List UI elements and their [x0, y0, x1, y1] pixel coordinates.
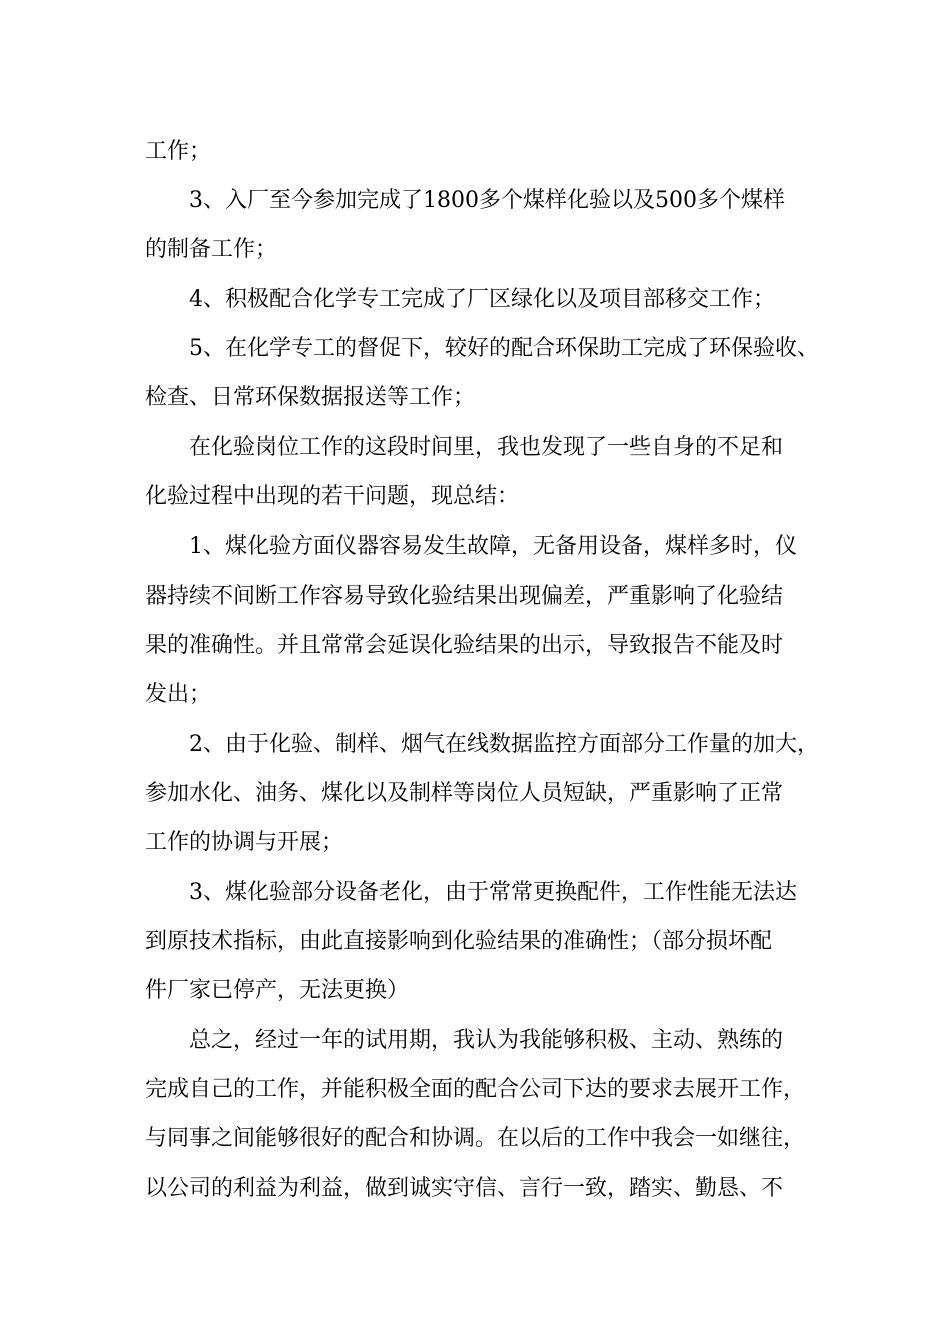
- text-line: 5、在化学专工的督促下，较好的配合环保助工完成了环保验收、: [189, 336, 819, 361]
- text-line: 发出；: [145, 682, 212, 707]
- text-line: 2、由于化验、制样、烟气在线数据监控方面部分工作量的加大，: [189, 732, 819, 757]
- text-line: 化验过程中出现的若干问题，现总结：: [145, 484, 520, 509]
- text-line: 3、煤化验部分设备老化，由于常常更换配件，工作性能无法达: [189, 880, 797, 905]
- text-line: 1、煤化验方面仪器容易发生故障，无备用设备，煤样多时，仪: [189, 534, 797, 559]
- text-line: 器持续不间断工作容易导致化验结果出现偏差，严重影响了化验结: [145, 584, 784, 609]
- text-line: 在化验岗位工作的这段时间里，我也发现了一些自身的不足和: [189, 435, 784, 460]
- text-line: 总之，经过一年的试用期，我认为我能够积极、主动、熟练的: [189, 1028, 784, 1053]
- text-line: 以公司的利益为利益，做到诚实守信、言行一致，踏实、勤恳、不: [145, 1176, 784, 1201]
- text-line: 件厂家已停产，无法更换）: [145, 978, 410, 1003]
- text-line: 工作；: [145, 139, 212, 164]
- text-line: 果的准确性。并且常常会延误化验结果的出示，导致报告不能及时: [145, 633, 784, 658]
- text-line: 4、积极配合化学专工完成了厂区绿化以及项目部移交工作；: [189, 287, 775, 312]
- text-line: 参加水化、油务、煤化以及制样等岗位人员短缺，严重影响了正常: [145, 781, 784, 806]
- text-line: 工作的协调与开展；: [145, 830, 344, 855]
- text-line: 检查、日常环保数据报送等工作；: [145, 385, 476, 410]
- text-line: 3、入厂至今参加完成了1800多个煤样化验以及500多个煤样: [189, 188, 785, 213]
- text-line: 完成自己的工作，并能积极全面的配合公司下达的要求去展开工作，: [145, 1077, 806, 1102]
- text-line: 到原技术指标，由此直接影响到化验结果的准确性；（部分损坏配: [145, 929, 773, 954]
- text-line: 的制备工作；: [145, 237, 278, 262]
- text-line: 与同事之间能够很好的配合和协调。在以后的工作中我会一如继往，: [145, 1126, 806, 1151]
